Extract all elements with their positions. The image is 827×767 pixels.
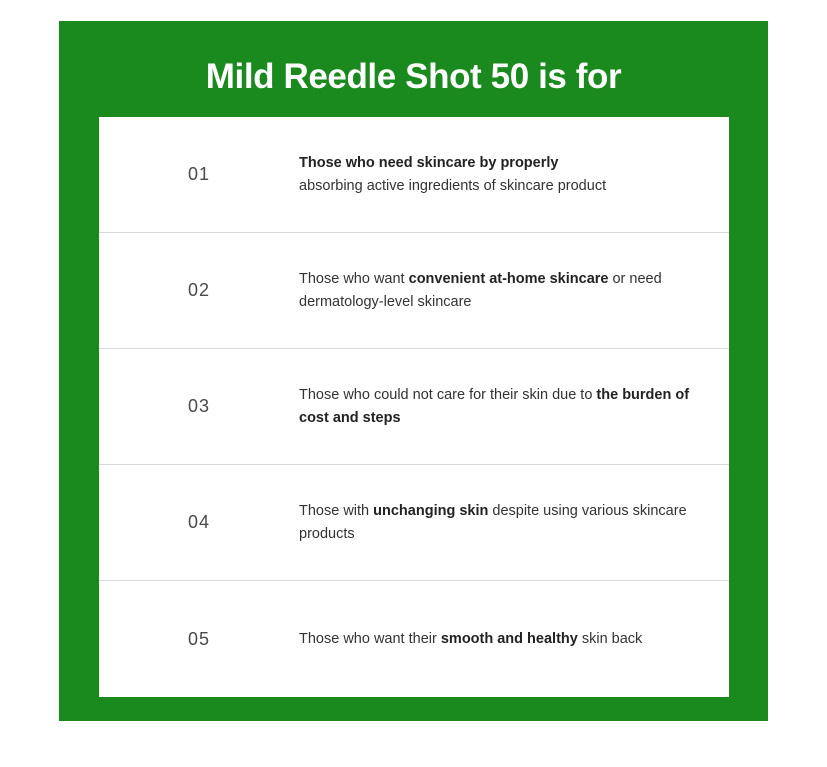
list-item-text: Those who want their smooth and healthy skin back	[299, 630, 643, 647]
items-card	[99, 117, 729, 697]
list-item-number: 03	[187, 396, 211, 416]
list-item	[99, 465, 729, 581]
list-item-text: Those who need skincare by properly absorbing active ingredients of skincare product	[299, 155, 607, 194]
green-panel	[59, 21, 768, 721]
list-item-number: 04	[187, 512, 211, 532]
list-item-number: 01	[187, 164, 211, 184]
list-item-text: Those with unchanging skin despite using various skincare products	[299, 503, 687, 542]
list-item-number: 02	[187, 280, 211, 300]
list-item	[99, 581, 729, 697]
list-item	[99, 349, 729, 465]
list-item	[99, 233, 729, 349]
page-title: Mild Reedle Shot 50 is for	[205, 57, 622, 96]
list-item-text: Those who want convenient at-home skincare or need dermatology-level skincare	[299, 271, 662, 310]
list-item	[99, 117, 729, 233]
list-item-number: 05	[187, 628, 211, 649]
list-item-text: Those who could not care for their skin due to the burden of cost and steps	[299, 387, 690, 426]
